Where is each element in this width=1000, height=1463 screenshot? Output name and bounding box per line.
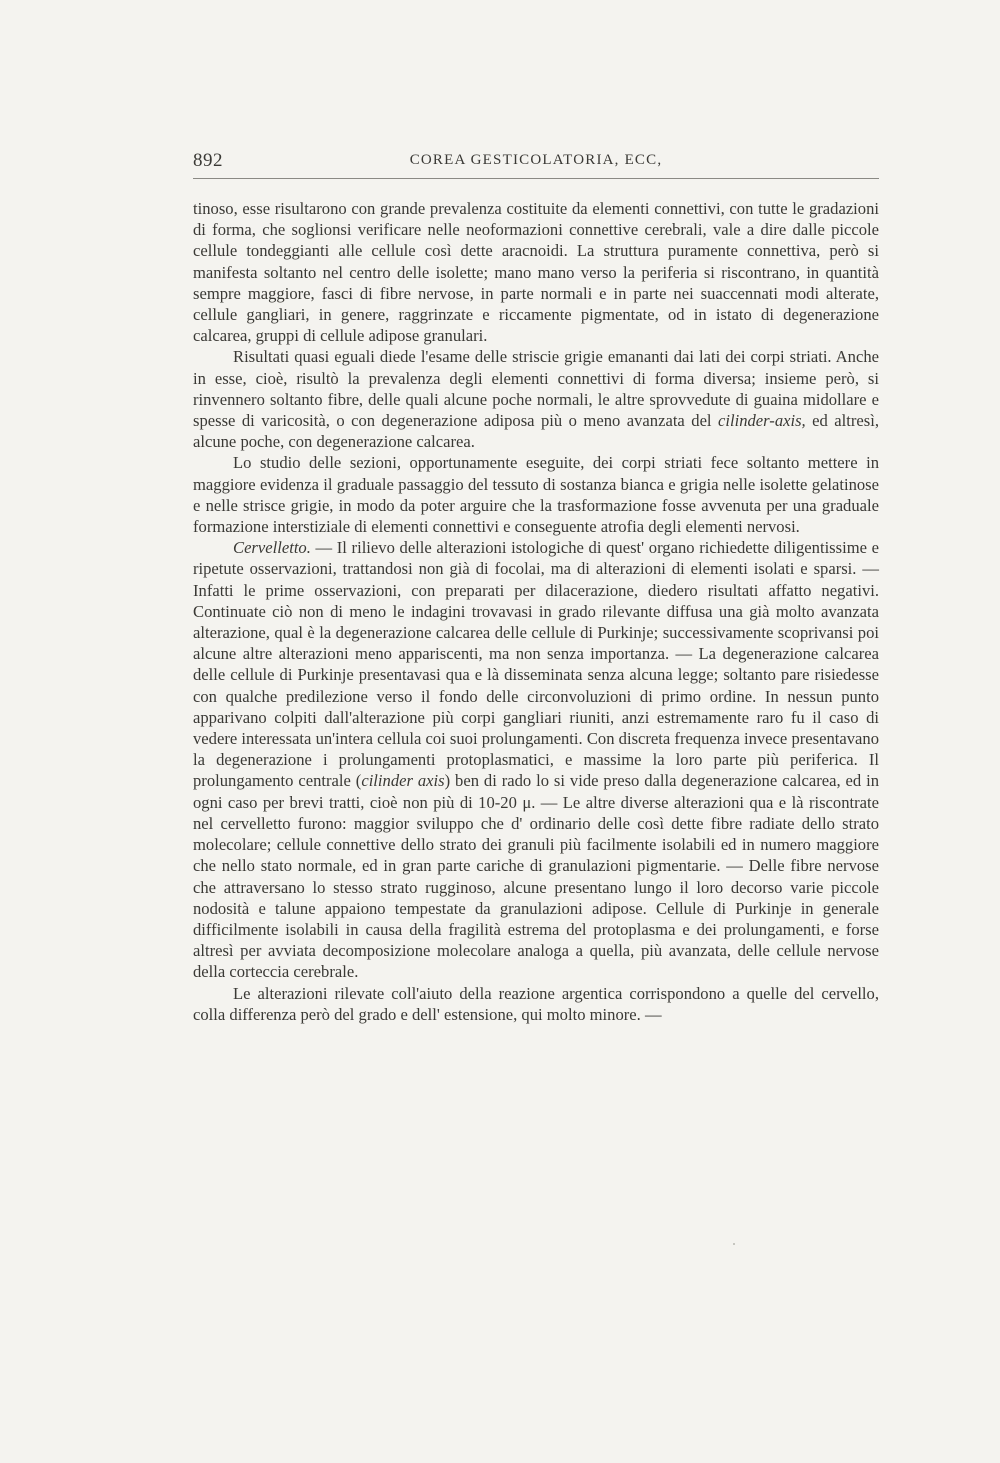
paragraph bbox=[193, 198, 879, 346]
text-run: tinoso, esse risultarono con grande prevalenza costituite da elementi connettivi, con tutte le gradazioni di forma, che soglionsi verificare nelle neoformazioni connettive cerebrali, vale a dire dalle piccole cellule tondeggianti alle cellule così dette aracnoidi. La struttura puramente connettiva, però si manifesta soltanto nel centro delle isolette; mano mano verso la periferia si riscontrano, in quantità sempre maggiore, fasci di fibre nervose, in parte normali e in parte nei suaccennati modi alterate, cellule gangliari, in genere, raggrinzate e riccamente pigmentate, od in istato di degenerazione calcarea, gruppi di cellule adipose granulari. bbox=[193, 199, 879, 346]
paragraph bbox=[193, 537, 879, 982]
page-number: 892 bbox=[193, 150, 223, 171]
paragraph bbox=[193, 983, 879, 1025]
header-rule bbox=[193, 178, 879, 179]
paragraph bbox=[193, 346, 879, 452]
running-title: COREA GESTICOLATORIA, ECC, bbox=[409, 152, 663, 168]
italic-run: Cervelletto. bbox=[233, 538, 311, 558]
paper-speck bbox=[733, 1243, 735, 1245]
text-run: Lo studio delle sezioni, opportunamente eseguite, dei corpi striati fece soltanto mettere in maggiore evidenza il graduale passaggio del tessuto di sostanza bianca e grigia nelle isolette gelatinose e nelle strisce grigie, in modo da poter arguire che la trasformazione fosse avvenuta per una graduale formazione interstiziale di elementi connettivi e conseguente atrofia degli elementi nervosi. bbox=[193, 453, 879, 537]
page-header bbox=[193, 150, 879, 174]
text-run: Risultati quasi eguali diede l'esame delle striscie grigie emananti dai lati dei corpi striati. Anche in esse, cioè, risultò la prevalenza degli elementi connettivi di forma diversa; insieme però, si rinvennero soltanto fibre, delle quali alcune poche normali, le altre sprovvedute di guaina midollare e spesse di varicosità, o con degenerazione adiposa più o meno avanzata del bbox=[193, 347, 879, 431]
text-run: — Il rilievo delle alterazioni istologiche di quest' organo richiedette diligentissime e ripetute osservazioni, trattandosi non già di focolai, ma di alterazioni di elementi isolati e sparsi. — Infatti le prime osservazioni, con preparati per dilacerazione, diedero risultati affatto negativi. Continuate ciò non di meno le indagini trovavasi in grado rilevante diffusa una già molto avanzata alterazione, qual è la degenerazione calcarea delle cellule di Purkinje; successivamente scoprivansi poi alcune altre alterazioni meno appariscenti, ma non senza importanza. — La degenerazione calcarea delle cellule di Purkinje presentavasi qua e là disseminata senza alcuna legge; soltanto pare risiedesse con qualche predilezione verso il fondo delle circonvoluzioni di primo ordine. In nessun punto apparivano colpiti dall'alterazione più corpi gangliari riuniti, anzi estremamente raro fu il caso di vedere interessata un'intera cellula coi suoi prolungamenti. Con discreta frequenza invece presentavano la degenerazione i prolungamenti protoplasmatici, e massime la loro parte più periferica. Il prolungamento centrale ( bbox=[193, 538, 879, 791]
italic-run: cilinder-axis, bbox=[718, 411, 806, 431]
text-run: ) ben di rado lo si vide preso dalla degenerazione calcarea, ed in ogni caso per brevi tratti, cioè non più di 10-20 μ. — Le altre diverse alterazioni qua e là riscontrate nel cervelletto furono: maggior sviluppo che d' ordinario delle così dette fibre radiate dello strato molecolare; cellule connettive dello strato dei granuli più facilmente isolabili ed in numero maggiore che nello stato normale, ed in gran parte cariche di granulazioni pigmentarie. — Delle fibre nervose che attraversano lo stesso strato rugginoso, alcune presentano lungo il loro decorso varie piccole nodosità e talune appaiono tempestate da granulazioni adipose. Cellule di Purkinje in generale difficilmente isolabili in causa della fragilità estrema del protoplasma e dei prolungamenti, e forse altresì per avviata decomposizione molecolare analoga a quella, più avanzata, delle cellule nervose della corteccia cerebrale. bbox=[193, 771, 880, 982]
text-run: Le alterazioni rilevate coll'aiuto della reazione argentica corrispondono a quelle del cervello, colla differenza però del grado e dell' estensione, qui molto minore. — bbox=[193, 983, 879, 1024]
body-text bbox=[193, 198, 879, 1025]
paragraph bbox=[193, 452, 879, 537]
text-run: ed altresì, alcune poche, con degenerazione calcarea. bbox=[193, 411, 879, 452]
italic-run: cilinder axis bbox=[361, 771, 445, 791]
